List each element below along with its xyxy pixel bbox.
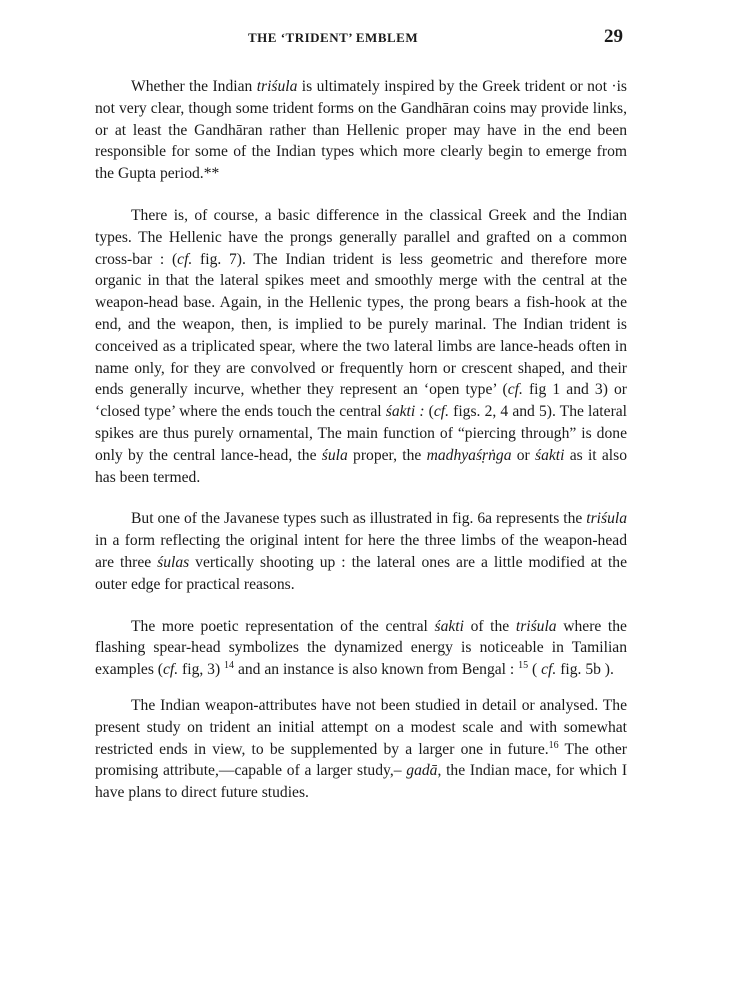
italic-term: cf.	[177, 250, 193, 268]
text-run: fig, 3)	[178, 661, 225, 679]
text-run: Whether the Indian	[131, 78, 257, 95]
paragraph-p1	[95, 76, 627, 185]
body-text	[95, 76, 627, 804]
italic-term: cf.	[162, 661, 179, 679]
italic-term: cf.	[507, 381, 523, 399]
text-run: (	[424, 403, 434, 421]
text-run: or	[511, 446, 535, 464]
text-run: The Indian weapon-attributes have not been studied in detail or analysed. The present study on trident an initial attempt on a modest scale and with somewhat restricted ends in view, to be supplemented by a larger one in future.	[95, 696, 627, 758]
text-run: proper, the	[347, 446, 427, 464]
text-run: fig. 5b ).	[556, 661, 614, 679]
text-run: figs. 2, 4 and 5). The lateral spikes are thus purely ornamental, The main function of “piercing through” is done only by the central lance-head, the	[95, 403, 628, 464]
page-number: 29	[604, 26, 623, 47]
text-run: and an instance is also known from Bengal :	[234, 661, 519, 679]
italic-term: gadā	[406, 762, 438, 780]
italic-term: triśula	[586, 510, 627, 528]
italic-term: śakti :	[385, 403, 425, 421]
text-run: The more poetic representation of the central	[131, 617, 435, 635]
footnote-ref: 15	[518, 660, 529, 672]
text-run: fig. 7). The Indian trident is less geometric and therefore more organic in that the lateral spikes meet and smoothly merge with the central at the weapon-head base. Again, in the Hellenic types, the prong bears a fish-hook at the end, and the weapon, then, is implied to be purely marinal. The Indian trident is conceived as a triplicated spear, where the two lateral limbs are lance-heads often in name only, for they are convolved or frequently horn or crescent shaped, and their ends generally incurve, whether they represent an ‘open type’ (	[95, 250, 627, 399]
italic-term: triśula	[515, 617, 557, 635]
text-run: fig 1 and 3) or ‘closed type’ where the ends touch the central	[95, 381, 627, 421]
text-run: , the Indian mace, for which I have plans to direct future studies.	[95, 762, 628, 802]
italic-term: cf.	[541, 661, 557, 679]
italic-term: śula	[321, 446, 348, 464]
italic-term: śakti	[434, 617, 464, 635]
text-run: is ultimately inspired by the Greek trident or not ·is not very clear, though some trident forms on the Gandhāran coins may provide links, or at least the Gandhāran rather than Hellenic proper may have in the end been responsible for some of the Indian types which more clearly begin to emerge from the Gupta period.**	[95, 78, 628, 183]
paragraph-p4	[95, 616, 627, 681]
text-run: But one of the Javanese types such as illustrated in fig. 6a represents the	[131, 510, 587, 528]
text-run: The other promising attribute,—capable of a larger study,–	[95, 740, 627, 780]
paragraph-p3	[95, 508, 627, 595]
footnote-ref: 14	[224, 660, 235, 672]
italic-term: śakti	[535, 446, 565, 464]
italic-term: triśula	[256, 78, 298, 95]
text-run: (	[528, 661, 542, 679]
italic-term: cf.	[433, 403, 450, 421]
running-head: THE ‘TRIDENT’ EMBLEM	[248, 30, 419, 45]
paragraph-p2	[95, 205, 627, 488]
text-run: There is, of course, a basic difference in the classical Greek and the Indian types. The Hellenic have the prongs generally parallel and grafted on a common cross-bar : (	[95, 206, 627, 268]
text-run: as it also has been termed.	[95, 446, 627, 486]
italic-term: śulas	[157, 553, 190, 571]
text-run: vertically shooting up : the lateral ones are a little modified at the outer edge for practical reasons.	[95, 553, 628, 593]
text-run: in a form reflecting the original intent for here the three limbs of the weapon-head are three	[95, 532, 627, 571]
italic-term: madhyaśṛṅga	[426, 446, 512, 464]
text-run: of the	[463, 617, 516, 635]
footnote-ref: 16	[548, 739, 559, 751]
paragraph-p5	[95, 695, 627, 804]
text-run: where the flashing spear-head symbolizes the dynamized energy is noticeable in Tamilian examples (	[95, 617, 627, 679]
